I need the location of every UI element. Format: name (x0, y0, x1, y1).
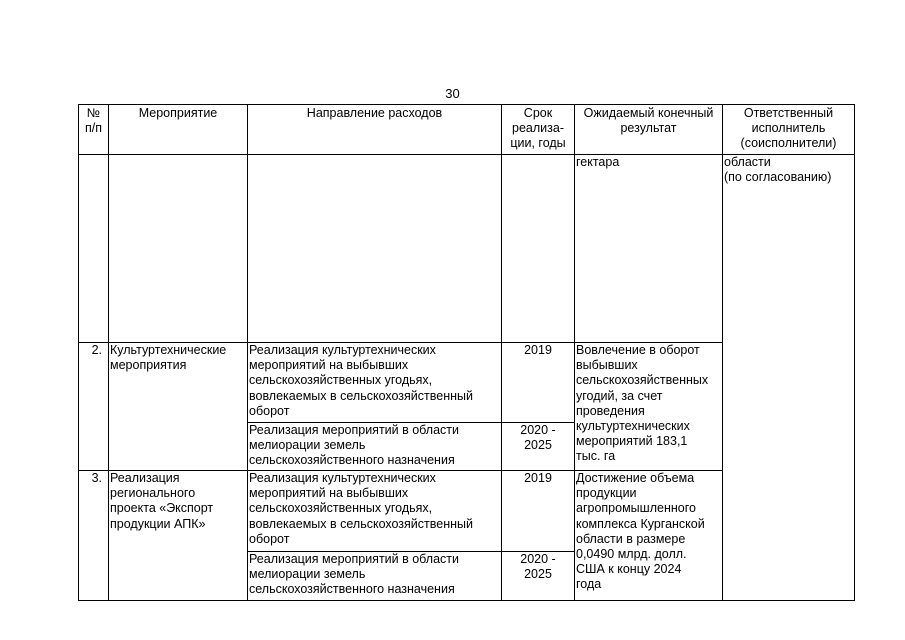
text-line: года (576, 577, 602, 592)
row-result (575, 471, 723, 601)
text-line: вовлекаемых в сельскохозяйственный (249, 388, 473, 403)
row-event (109, 471, 248, 601)
text-line: комплекса Курганской (576, 516, 705, 531)
text-line: Срок (523, 106, 553, 120)
cont-result (575, 155, 723, 343)
text-line: вовлекаемых в сельскохозяйственный (249, 516, 473, 531)
text-line: США к концу 2024 (576, 562, 682, 577)
text-line: Направление расходов (306, 106, 443, 120)
header-executor (723, 105, 855, 155)
text-line: проведения (576, 403, 645, 418)
row-result (575, 343, 723, 471)
text-line: (соисполнители) (740, 136, 837, 151)
text-line: п/п (84, 121, 102, 136)
cont-event (109, 155, 248, 343)
row-num: 3. (79, 471, 109, 601)
text-line: 2020 - (520, 552, 556, 566)
text-line: Мероприятие (138, 106, 218, 120)
text-line: продукции (576, 486, 637, 501)
text-line: сельскохозяйственных угодьях, (249, 501, 433, 516)
text-line: Реализация мероприятий в области (249, 552, 459, 566)
text-line: мероприятия (110, 358, 187, 373)
text-line: Реализация (110, 471, 180, 485)
row-direction (248, 423, 502, 471)
text-line: ции, годы (510, 136, 566, 151)
row-direction (248, 343, 502, 423)
row-event (109, 343, 248, 471)
text-line: агропромышленного (576, 501, 696, 516)
row-term (502, 423, 575, 471)
text-line: продукции АПК» (110, 516, 206, 531)
header-num (79, 105, 109, 155)
text-line: 2019 (524, 471, 552, 485)
text-line: регионального (110, 486, 196, 501)
text-line: сельскохозяйственных угодьях, (249, 373, 433, 388)
continuation-row (79, 155, 855, 343)
text-line: гектара (576, 155, 620, 169)
row-num: 2. (79, 343, 109, 471)
header-result (575, 105, 723, 155)
page-number: 30 (445, 86, 460, 101)
text-line: угодий, за счет (576, 388, 663, 403)
text-line: выбывших (576, 358, 638, 373)
text-line: проекта «Экспорт (110, 501, 214, 516)
text-line: Ответственный (743, 106, 834, 120)
text-line: сельскохозяйственного назначения (249, 582, 455, 597)
row-direction (248, 471, 502, 552)
cont-direction (248, 155, 502, 343)
text-line: мелиорации земель (249, 438, 366, 453)
text-line: 0,0490 млрд. долл. (576, 547, 687, 562)
text-line: сельскохозяйственного назначения (249, 453, 455, 468)
header-event (109, 105, 248, 155)
text-line: № (86, 106, 101, 120)
text-line: Реализация культуртехнических (249, 343, 436, 357)
text-line: мелиорации земель (249, 567, 366, 582)
text-line: оборот (249, 531, 290, 546)
cont-term (502, 155, 575, 343)
row-direction (248, 552, 502, 601)
text-line: Ожидаемый конечный (583, 106, 714, 120)
measures-table (78, 104, 855, 601)
text-line: Реализация мероприятий в области (249, 423, 459, 437)
row-term (502, 471, 575, 552)
text-line: мероприятий 183,1 (576, 434, 688, 449)
row-term (502, 552, 575, 601)
text-line: результат (620, 121, 677, 136)
text-line: сельскохозяйственных (576, 373, 709, 388)
header-direction (248, 105, 502, 155)
text-line: мероприятий на выбывших (249, 358, 409, 373)
text-line: Вовлечение в оборот (576, 343, 700, 357)
cont-num (79, 155, 109, 343)
text-line: 2025 (524, 438, 552, 453)
text-line: (по согласованию) (724, 170, 832, 185)
text-line: 2020 - (520, 423, 556, 437)
row-term (502, 343, 575, 423)
header-term (502, 105, 575, 155)
header-row (79, 105, 855, 155)
text-line: реализа- (512, 121, 564, 136)
text-line: исполнитель (751, 121, 826, 136)
text-line: Достижение объема (576, 471, 695, 485)
text-line: области (724, 155, 771, 169)
text-line: культуртехнических (576, 419, 690, 434)
text-line: 2025 (524, 567, 552, 582)
text-line: Реализация культуртехнических (249, 471, 436, 485)
text-line: Культуртехнические (110, 343, 227, 357)
text-line: мероприятий на выбывших (249, 486, 409, 501)
executor-cell (723, 155, 855, 601)
text-line: области в размере (576, 531, 686, 546)
text-line: тыс. га (576, 449, 616, 464)
text-line: 2019 (524, 343, 552, 357)
text-line: оборот (249, 403, 290, 418)
